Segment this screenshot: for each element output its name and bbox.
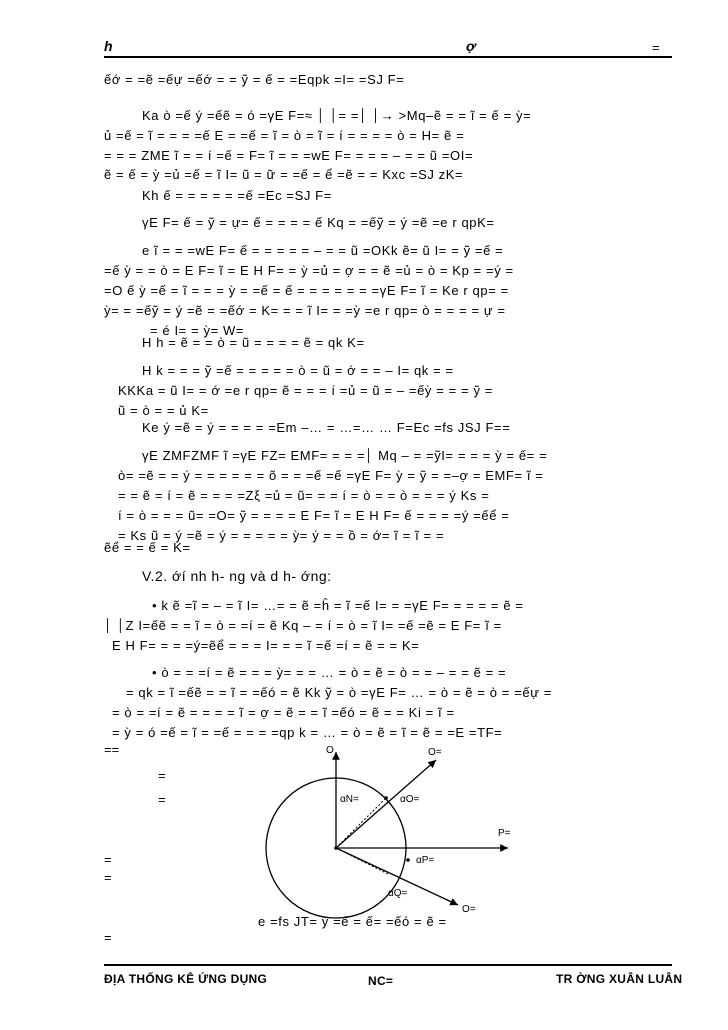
text-line: H h = ẽ = = ò = ũ = = = = ẽ = qk K= — [142, 335, 365, 350]
text-line: =O ế ỳ =ế = ĩ = = = ỳ = =ế = ế = = = = = = =γE F= ĩ = Ke r qp= = — [104, 283, 509, 298]
point-marker — [406, 858, 410, 862]
text-line: γE ZMFZMF ĩ =γE FZ= EMF= = = =│ Mq – = =ỹI= = = = ỳ = ế= = — [142, 448, 548, 463]
header-rule — [104, 56, 672, 58]
text-line: KKKa = ũ I= = ớ =e r qp= ẽ = = = í =ủ = ũ = – =ếỳ = = = ỹ = — [118, 383, 493, 398]
section-heading: V.2. ớí nh h- ng và d h- ớng: — [142, 568, 332, 584]
label-point-q: O= — [428, 747, 442, 758]
footer-left: ĐỊA THỐNG KÊ ỨNG DỤNG — [104, 972, 268, 986]
margin-mark: = — [158, 768, 166, 783]
text-line: H k = = = ỹ =ế = = = = = ò = ũ = ớ = = – I= qk = = — [142, 363, 454, 378]
text-line: ếớ = =ẽ =ếự =ếớ = = ỹ = ế = =Eqpk =I= =SJ F= — [104, 72, 405, 87]
text-line: =ế ỳ = = ò = E F= ĩ = E H F= = ỳ =ủ = ợ = = ẽ =ủ = ò = Kp = =ý = — [104, 263, 514, 278]
text-line: ò= =ẽ = = ý = = = = = = õ = = =ế =ế =γE F= ỳ = ỹ = =–ợ = EMF= ĩ = — [118, 468, 544, 483]
text-line: │ │Z I=ếẽ = = ĩ = ò = =í = ẽ Kq – = í = ò = ĩ I= =ế =ẽ = E F= ĩ = — [104, 618, 502, 633]
label-axis-top: O — [326, 745, 334, 756]
margin-mark: = — [104, 852, 112, 867]
text-line: = = ẽ = í = ẽ = = = =Zξ =ủ = ũ= = = í = ò = = ò = = = ý Ks = — [118, 488, 490, 503]
text-line: í = ò = = = ũ= =O= ỹ = = = = E F= ĩ = E H F= ế = = = =ý =ếể = — [118, 508, 510, 523]
footer-right: TR ỜNG XUÂN LUÂN — [556, 972, 683, 986]
label-alpha-n: αN= — [340, 794, 359, 805]
margin-mark: = — [104, 870, 112, 885]
text-line: ẽể = = ế = K= — [104, 540, 191, 555]
center-point — [334, 846, 338, 850]
direction-diagram — [240, 740, 540, 920]
text-line: ẽ = ế = ỳ =ủ =ế = ĩ I= ũ = ữ = =ế = ể =ẽ = = Kxc =SJ zK= — [104, 167, 464, 182]
footer-rule — [104, 964, 672, 966]
text-line: E H F= = = =ý=ẽể = = = I= = = ĩ =ế =í = ẽ = = K= — [112, 638, 420, 653]
page-number: NC= — [368, 974, 394, 988]
margin-mark: = — [158, 792, 166, 807]
bullet-line: • ò = = =í = ẽ = = = ỳ= = = … = ò = ẽ = ò = = – = = ẽ = = — [152, 665, 507, 680]
label-point-p: P= — [498, 828, 511, 839]
text-line: = é I= = ỳ= W= — [150, 323, 245, 338]
text-line: Ke ý =ẽ = ý = = = = =Em –… = …=… … F=Ec =fs JSJ F== — [142, 420, 511, 435]
label-alpha-o: αO= — [400, 794, 420, 805]
header-right-mark: = — [652, 40, 660, 55]
margin-mark: = — [104, 930, 112, 945]
label-alpha-q: αQ= — [388, 888, 408, 899]
bullet-line: • k ẽ =ĩ = – = ĩ I= …= = ẽ =ĥ = ĩ =ế I= = =γE F= = = = = ẽ = — [152, 598, 524, 613]
label-point-o-low: O= — [462, 904, 476, 915]
text-line: = Ks ũ = ý =ẽ = ý = = = = = ỳ= ý = = ồ = ớ= ĩ = ĩ = = — [118, 528, 445, 543]
header-center-mark: ợ — [466, 38, 476, 54]
text-line: ủ =ế = ĩ = = = =ế E = =ế = ĩ = ò = ĩ = í = = = = ò = H= ẽ = — [104, 128, 465, 143]
text-line: e ĩ = = =wE F= ế = = = = = – = = ũ =OKk ẽ= ũ I= = ỹ =ế = — [142, 243, 504, 258]
text-line: γE F= ế = ỹ = ự= ế = = = = ế Kq = =ếỹ = ý =ẽ =e r qpK= — [142, 215, 495, 230]
header-left-mark: h — [104, 38, 113, 54]
text-line: = qk = ĩ =ếẽ = = ĩ = =ếó = ẽ Kk ỹ = ò =γE F= … = ò = ẽ = ò = =ếự = — [126, 685, 552, 700]
label-alpha-p: αP= — [416, 855, 435, 866]
text-line: = ỳ = ó =ế = ĩ = =ế = = = =qp k = … = ò = ẽ = ĩ = ẽ = =E =TF= — [112, 725, 503, 740]
figure-caption: e =fs JT= ỳ =ế = ế= =ếó = ẽ = — [258, 914, 447, 929]
text-line: = ò = =í = ẽ = = = = ĩ = ợ = ẽ = = ĩ =ếó = ẽ = = Ki = ĩ = — [112, 705, 455, 720]
dash-guide — [336, 798, 386, 848]
point-marker — [384, 796, 388, 800]
margin-mark: == — [104, 742, 120, 757]
text-line: = = = ZME ĩ = = í =ế = F= ĩ = = =wE F= = = = – = = ũ =OI= — [104, 148, 474, 163]
text-line: Kh ế = = = = = =ế =Ec =SJ F= — [142, 188, 332, 203]
dash-guide — [336, 848, 388, 874]
text-line: Ka ò =ế ý =ếẽ = ó =γE F=≈ │ │= =│ │→ >Mq–ẽ = = ĩ = ế = ỳ= — [142, 108, 532, 123]
text-line: ũ = ò = = ủ K= — [118, 403, 209, 418]
text-line: ỳ= = =ếỹ = ý =ẽ = =ếớ = K= = = ĩ I= = =ỳ =e r qp= ò = = = = ự = — [104, 303, 506, 318]
